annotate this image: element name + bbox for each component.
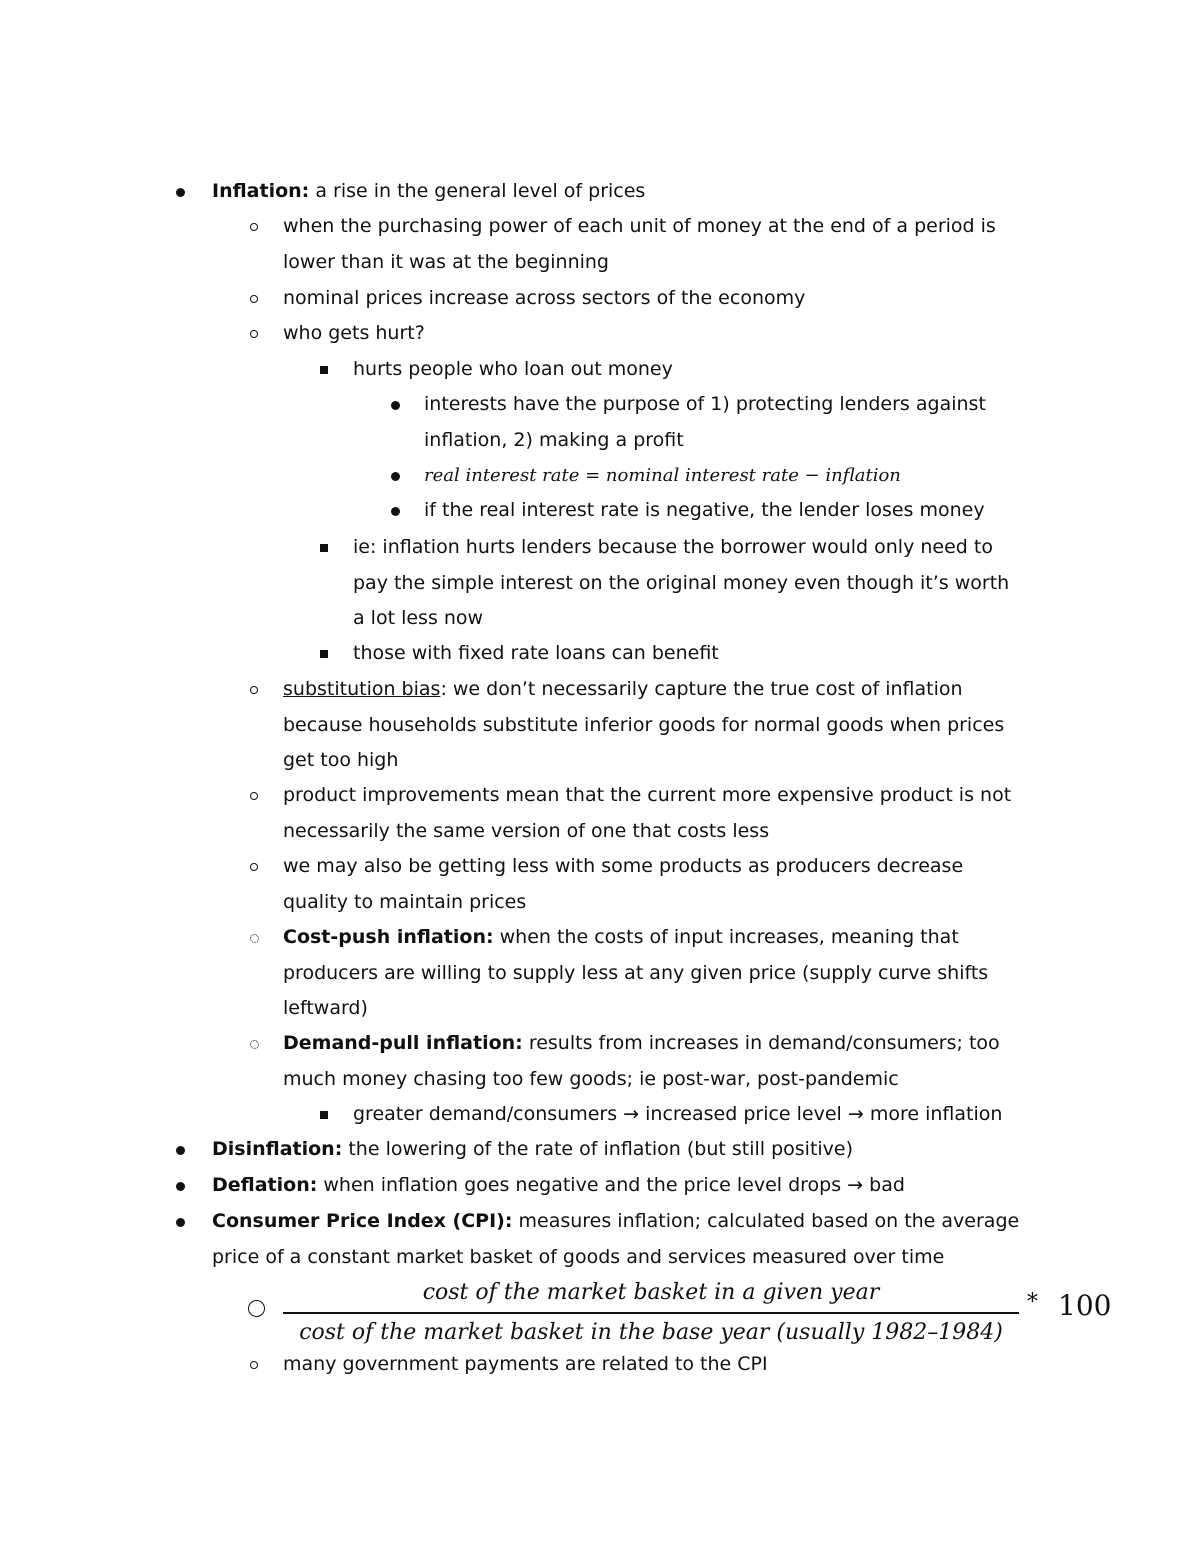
term-deflation: Deflation: (212, 1174, 318, 1196)
multiplier: 100 (1058, 1289, 1112, 1322)
bullet-square-icon (320, 1111, 328, 1119)
line-rest: results from increases in demand/consumers; too (522, 1032, 1000, 1054)
nominal-prices-note: nominal prices increase across sectors of the economy (283, 287, 806, 309)
fraction-bar (283, 1312, 1019, 1314)
bullet-dotted-circle-icon (250, 1040, 259, 1049)
term-inflation: Inflation: (212, 180, 310, 202)
line: much money chasing too few goods; ie post-war, post-pandemic (283, 1067, 899, 1090)
bullet-disc-icon (391, 507, 400, 516)
ie-lenders-note (353, 530, 1009, 637)
line: quality to maintain prices (283, 890, 527, 913)
line: because households substitute inferior goods for normal goods when prices (283, 713, 1005, 736)
cpi-definition (212, 1204, 1019, 1275)
less-quality-note (283, 849, 963, 920)
deflation-text: when inflation goes negative and the price level drops → bad (317, 1174, 905, 1196)
product-improvements-note (283, 778, 1011, 849)
line: leftward) (283, 997, 368, 1019)
purchasing-power-note (283, 209, 996, 280)
line: producers are willing to supply less at any given price (supply curve shifts (283, 961, 989, 984)
line: pay the simple interest on the original money even though it’s worth (353, 571, 1010, 594)
line (212, 1204, 1019, 1240)
line: necessarily the same version of one that costs less (283, 819, 770, 842)
cpi-formula-fraction (283, 1276, 1019, 1350)
inflation-definition (212, 174, 645, 210)
colon: : (440, 678, 447, 700)
bullet-circle-icon (250, 295, 258, 303)
line-rest: measures inflation; calculated based on the average (512, 1210, 1020, 1232)
bullet-square-icon (320, 366, 328, 374)
bullet-disc-icon (176, 188, 185, 197)
term-cost-push: Cost-push inflation: (283, 926, 494, 948)
deflation-definition (212, 1168, 905, 1204)
interests-purpose-note (424, 387, 986, 458)
fixed-rate-note: those with fixed rate loans can benefit (353, 642, 719, 664)
real-interest-rate-formula: real interest rate = nominal interest rate − inflation (424, 465, 901, 486)
line-rest: we don’t necessarily capture the true cost of inflation (446, 678, 963, 700)
line: when the purchasing power of each unit of money at the end of a period is (283, 215, 996, 237)
hurts-lenders-note: hurts people who loan out money (353, 358, 673, 380)
line: ie: inflation hurts lenders because the borrower would only need to (353, 536, 993, 558)
term-cpi: Consumer Price Index (CPI): (212, 1210, 513, 1232)
bullet-disc-icon (391, 401, 400, 410)
line (283, 672, 1004, 708)
bullet-circle-icon (250, 1361, 258, 1369)
bullet-circle-icon (250, 863, 258, 871)
substitution-bias-note (283, 672, 1004, 779)
bullet-circle-icon (250, 686, 258, 694)
bullet-disc-icon (176, 1218, 185, 1227)
bullet-circle-icon (250, 223, 258, 231)
line (283, 1026, 1000, 1062)
bullet-square-icon (320, 650, 328, 658)
term-substitution-bias: substitution bias (283, 678, 441, 700)
line-rest: when the costs of input increases, meaning that (493, 926, 959, 948)
cost-push-note (283, 920, 988, 1027)
bullet-circle-icon (250, 330, 258, 338)
multiply-sign: * (1027, 1290, 1038, 1315)
line (283, 920, 988, 956)
term-disinflation: Disinflation: (212, 1138, 343, 1160)
line: get too high (283, 749, 399, 771)
negative-rate-note: if the real interest rate is negative, the lender loses money (424, 499, 985, 521)
bullet-disc-icon (391, 472, 400, 481)
demand-chain-note: greater demand/consumers → increased price level → more inflation (353, 1103, 1003, 1125)
bullet-circle-icon (250, 792, 258, 800)
bullet-circle-icon (248, 1300, 265, 1317)
cpi-formula-denominator: cost of the market basket in the base year (usually 1982–1984) (299, 1320, 1003, 1345)
line: lower than it was at the beginning (283, 250, 609, 273)
disinflation-definition (212, 1132, 853, 1168)
term-demand-pull: Demand-pull inflation: (283, 1032, 523, 1054)
who-gets-hurt-note: who gets hurt? (283, 322, 425, 344)
line: price of a constant market basket of goods and services measured over time (212, 1245, 945, 1268)
demand-pull-note (283, 1026, 1000, 1097)
cpi-formula-numerator: cost of the market basket in a given year (422, 1280, 880, 1305)
bullet-disc-icon (176, 1182, 185, 1191)
line: we may also be getting less with some products as producers decrease (283, 855, 964, 877)
bullet-disc-icon (176, 1146, 185, 1155)
government-payments-note: many government payments are related to the CPI (283, 1353, 768, 1375)
line: product improvements mean that the current more expensive product is not (283, 784, 1012, 806)
bullet-dotted-circle-icon (250, 934, 259, 943)
disinflation-text: the lowering of the rate of inflation (but still positive) (342, 1138, 854, 1160)
line: interests have the purpose of 1) protecting lenders against (424, 393, 986, 415)
inflation-text: a rise in the general level of prices (309, 180, 646, 202)
line: inflation, 2) making a profit (424, 428, 684, 451)
bullet-square-icon (320, 544, 328, 552)
line: a lot less now (353, 607, 484, 629)
